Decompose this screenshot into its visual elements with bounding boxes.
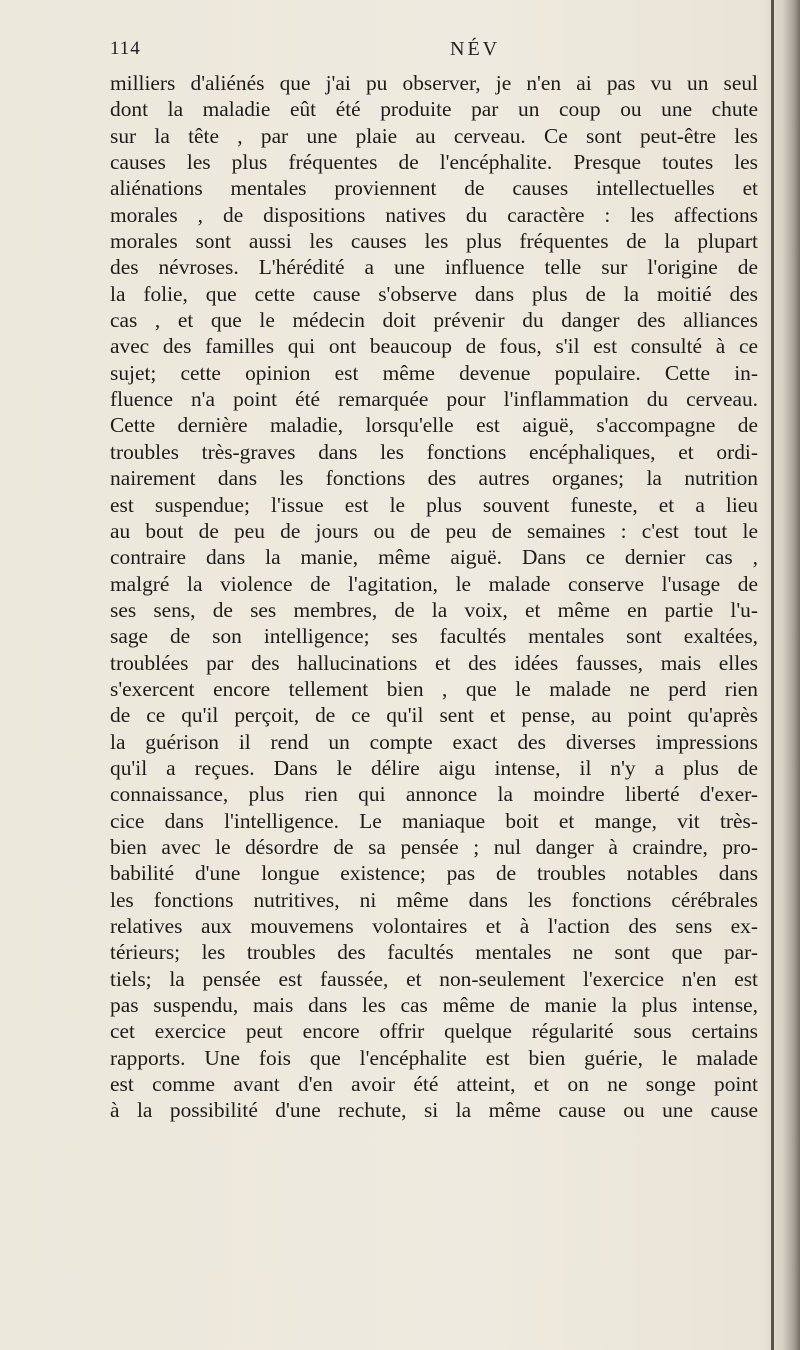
page-edge-binding [771, 0, 774, 1350]
text-line: sujet; cette opinion est même devenue populaire. Cette in- [110, 360, 758, 385]
page-header [110, 38, 740, 66]
page-edge-shadow [762, 0, 800, 1350]
text-line: est comme avant d'en avoir été atteint, et on ne songe point [110, 1072, 758, 1097]
text-line: des névroses. L'hérédité a une influence telle sur l'origine de [110, 255, 758, 280]
text-line: fluence n'a point été remarquée pour l'inflammation du cerveau. [110, 387, 758, 412]
text-line: babilité d'une longue existence; pas de troubles notables dans [110, 861, 758, 886]
text-line: malgré la violence de l'agitation, le malade conserve l'usage de [110, 571, 758, 596]
text-line: connaissance, plus rien qui annonce la moindre liberté d'exer- [110, 782, 758, 807]
page-number: 114 [110, 38, 141, 59]
text-line: nairement dans les fonctions des autres organes; la nutrition [110, 466, 758, 491]
text-line: de ce qu'il perçoit, de ce qu'il sent et pense, au point qu'après [110, 703, 758, 728]
text-line: dont la maladie eût été produite par un coup ou une chute [110, 97, 758, 122]
text-line: les fonctions nutritives, ni même dans les fonctions cérébrales [110, 887, 758, 912]
text-line: sage de son intelligence; ses facultés mentales sont exaltées, [110, 624, 758, 649]
text-line: sur la tête , par une plaie au cerveau. Ce sont peut-être les [110, 123, 758, 148]
text-line: tiels; la pensée est faussée, et non-seulement l'exercice n'en est [110, 966, 758, 991]
text-line: cas , et que le médecin doit prévenir du danger des alliances [110, 308, 758, 333]
running-head: NÉV [450, 38, 501, 60]
text-line: milliers d'aliénés que j'ai pu observer, je n'en ai pas vu un seul [110, 71, 758, 95]
body-text [110, 70, 758, 1124]
text-line: relatives aux mouvemens volontaires et à l'action des sens ex- [110, 914, 758, 938]
text-line: causes les plus fréquentes de l'encéphalite. Presque toutes les [110, 150, 758, 175]
text-line: contraire dans la manie, même aiguë. Dans ce dernier cas , [110, 545, 758, 570]
text-line: Cette dernière maladie, lorsqu'elle est aiguë, s'accompagne de [110, 413, 758, 438]
text-line: pas suspendu, mais dans les cas même de manie la plus intense, [110, 993, 758, 1018]
text-line: troublées par des hallucinations et des idées fausses, mais elles [110, 650, 758, 675]
text-line: la folie, que cette cause s'observe dans plus de la moitié des [110, 281, 758, 306]
text-line: bien avec le désordre de sa pensée ; nul danger à craindre, pro- [110, 834, 758, 859]
text-line: s'exercent encore tellement bien , que le malade ne perd rien [110, 676, 758, 701]
text-line: térieurs; les troubles des facultés mentales ne sont que par- [110, 940, 758, 965]
text-line: rapports. Une fois que l'encéphalite est bien guérie, le malade [110, 1045, 758, 1070]
text-line: à la possibilité d'une rechute, si la même cause ou une cause [110, 1098, 758, 1123]
text-line: troubles très-graves dans les fonctions encéphaliques, et ordi- [110, 439, 758, 464]
text-line: au bout de peu de jours ou de peu de semaines : c'est tout le [110, 518, 758, 543]
text-line: morales , de dispositions natives du caractère : les affections [110, 202, 758, 227]
text-line: aliénations mentales proviennent de causes intellectuelles et [110, 176, 758, 201]
text-line: qu'il a reçues. Dans le délire aigu intense, il n'y a plus de [110, 755, 758, 780]
text-line: avec des familles qui ont beaucoup de fous, s'il est consulté à ce [110, 334, 758, 359]
text-line: cice dans l'intelligence. Le maniaque boit et mange, vit très- [110, 808, 758, 833]
text-line: est suspendue; l'issue est le plus souvent funeste, et a lieu [110, 492, 758, 517]
text-line: morales sont aussi les causes les plus fréquentes de la plupart [110, 229, 758, 254]
text-line: cet exercice peut encore offrir quelque régularité sous certains [110, 1019, 758, 1044]
text-line: ses sens, de ses membres, de la voix, et même en partie l'u- [110, 597, 758, 622]
text-line: la guérison il rend un compte exact des diverses impressions [110, 729, 758, 754]
